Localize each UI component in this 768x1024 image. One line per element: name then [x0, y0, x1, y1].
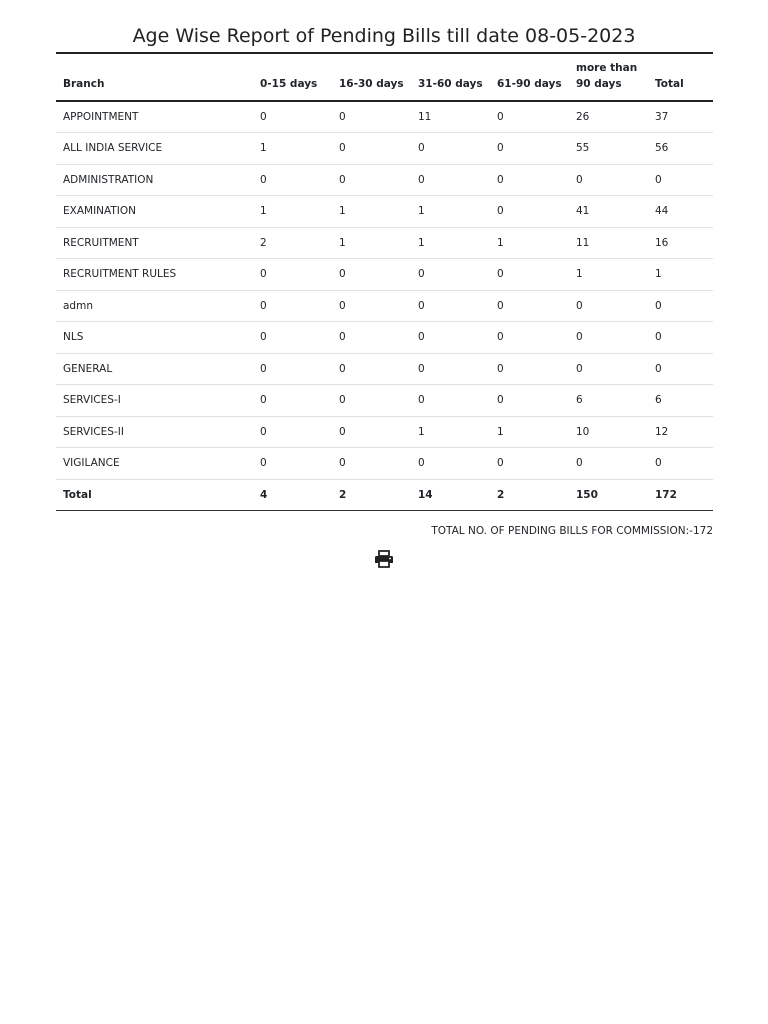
days-0-15-cell: 0: [253, 259, 332, 291]
days-0-15-cell: 0: [253, 101, 332, 133]
days-more-than-90-cell: 6: [569, 385, 648, 417]
total-cell: 1: [648, 259, 713, 291]
totals-days-16-30-cell: 2: [332, 479, 411, 511]
column-header-61-90-days: 61-90 days: [490, 53, 569, 101]
days-more-than-90-cell: 0: [569, 322, 648, 354]
days-0-15-cell: 0: [253, 290, 332, 322]
days-31-60-cell: 1: [411, 196, 490, 228]
table-header-row: [56, 53, 713, 101]
table-row: [56, 353, 713, 385]
days-16-30-cell: 0: [332, 101, 411, 133]
pending-bills-table: [56, 52, 713, 511]
totals-row: [56, 479, 713, 511]
table-row: [56, 448, 713, 480]
days-0-15-cell: 2: [253, 227, 332, 259]
branch-cell: ADMINISTRATION: [56, 164, 253, 196]
days-more-than-90-cell: 26: [569, 101, 648, 133]
total-cell: 44: [648, 196, 713, 228]
total-cell: 16: [648, 227, 713, 259]
days-16-30-cell: 0: [332, 259, 411, 291]
days-more-than-90-cell: 0: [569, 353, 648, 385]
branch-cell: GENERAL: [56, 353, 253, 385]
days-0-15-cell: 0: [253, 322, 332, 354]
column-header-more-than-90-line1: more than: [576, 62, 638, 74]
table-row: [56, 101, 713, 133]
days-31-60-cell: 0: [411, 322, 490, 354]
total-cell: 12: [648, 416, 713, 448]
days-0-15-cell: 0: [253, 416, 332, 448]
days-0-15-cell: 0: [253, 385, 332, 417]
totals-total-cell: 172: [648, 479, 713, 511]
days-more-than-90-cell: 0: [569, 290, 648, 322]
total-cell: 0: [648, 290, 713, 322]
days-61-90-cell: 0: [490, 322, 569, 354]
total-pending-summary: TOTAL NO. OF PENDING BILLS FOR COMMISSION:-172: [431, 525, 713, 537]
days-31-60-cell: 0: [411, 164, 490, 196]
days-31-60-cell: 1: [411, 416, 490, 448]
days-31-60-cell: 0: [411, 133, 490, 165]
days-61-90-cell: 0: [490, 101, 569, 133]
days-16-30-cell: 0: [332, 164, 411, 196]
table-row: [56, 133, 713, 165]
days-16-30-cell: 0: [332, 448, 411, 480]
branch-cell: admn: [56, 290, 253, 322]
table-row: [56, 322, 713, 354]
days-61-90-cell: 0: [490, 133, 569, 165]
total-cell: 0: [648, 164, 713, 196]
totals-days-more-than-90-cell: 150: [569, 479, 648, 511]
days-more-than-90-cell: 0: [569, 164, 648, 196]
days-0-15-cell: 0: [253, 448, 332, 480]
days-31-60-cell: 0: [411, 353, 490, 385]
total-cell: 6: [648, 385, 713, 417]
days-61-90-cell: 0: [490, 353, 569, 385]
total-cell: 0: [648, 353, 713, 385]
total-cell: 0: [648, 448, 713, 480]
branch-cell: ALL INDIA SERVICE: [56, 133, 253, 165]
table-body: [56, 101, 713, 511]
branch-cell: RECRUITMENT RULES: [56, 259, 253, 291]
days-61-90-cell: 0: [490, 385, 569, 417]
table-row: [56, 196, 713, 228]
table-row: [56, 164, 713, 196]
table-row: [56, 416, 713, 448]
print-button[interactable]: [374, 550, 394, 568]
days-more-than-90-cell: 1: [569, 259, 648, 291]
days-more-than-90-cell: 41: [569, 196, 648, 228]
days-31-60-cell: 0: [411, 448, 490, 480]
total-cell: 37: [648, 101, 713, 133]
column-header-16-30-days: 16-30 days: [332, 53, 411, 101]
days-31-60-cell: 11: [411, 101, 490, 133]
totals-days-0-15-cell: 4: [253, 479, 332, 511]
days-16-30-cell: 0: [332, 290, 411, 322]
days-16-30-cell: 1: [332, 196, 411, 228]
column-header-31-60-days: 31-60 days: [411, 53, 490, 101]
days-61-90-cell: 0: [490, 448, 569, 480]
column-header-0-15-days: 0-15 days: [253, 53, 332, 101]
days-16-30-cell: 0: [332, 133, 411, 165]
column-header-more-than-90-days: [569, 53, 648, 101]
days-16-30-cell: 0: [332, 385, 411, 417]
days-61-90-cell: 0: [490, 259, 569, 291]
days-0-15-cell: 1: [253, 196, 332, 228]
days-61-90-cell: 1: [490, 227, 569, 259]
total-cell: 0: [648, 322, 713, 354]
table-row: [56, 290, 713, 322]
days-31-60-cell: 0: [411, 385, 490, 417]
table-row: [56, 385, 713, 417]
page-title: Age Wise Report of Pending Bills till date 08-05-2023: [132, 25, 636, 47]
branch-cell: EXAMINATION: [56, 196, 253, 228]
days-more-than-90-cell: 55: [569, 133, 648, 165]
days-0-15-cell: 0: [253, 353, 332, 385]
total-cell: 56: [648, 133, 713, 165]
days-31-60-cell: 1: [411, 227, 490, 259]
totals-days-61-90-cell: 2: [490, 479, 569, 511]
days-61-90-cell: 0: [490, 196, 569, 228]
branch-cell: VIGILANCE: [56, 448, 253, 480]
days-more-than-90-cell: 11: [569, 227, 648, 259]
column-header-branch: Branch: [56, 53, 253, 101]
days-16-30-cell: 1: [332, 227, 411, 259]
days-16-30-cell: 0: [332, 353, 411, 385]
printer-icon[interactable]: [374, 550, 394, 568]
days-61-90-cell: 0: [490, 164, 569, 196]
days-more-than-90-cell: 10: [569, 416, 648, 448]
totals-label: Total: [56, 479, 253, 511]
branch-cell: NLS: [56, 322, 253, 354]
column-header-more-than-90-line2: 90 days: [576, 78, 622, 90]
branch-cell: APPOINTMENT: [56, 101, 253, 133]
branch-cell: RECRUITMENT: [56, 227, 253, 259]
days-more-than-90-cell: 0: [569, 448, 648, 480]
days-0-15-cell: 0: [253, 164, 332, 196]
days-31-60-cell: 0: [411, 259, 490, 291]
days-16-30-cell: 0: [332, 416, 411, 448]
days-31-60-cell: 0: [411, 290, 490, 322]
branch-cell: SERVICES-II: [56, 416, 253, 448]
days-0-15-cell: 1: [253, 133, 332, 165]
days-16-30-cell: 0: [332, 322, 411, 354]
days-61-90-cell: 0: [490, 290, 569, 322]
table-row: [56, 259, 713, 291]
totals-days-31-60-cell: 14: [411, 479, 490, 511]
days-61-90-cell: 1: [490, 416, 569, 448]
column-header-total: Total: [648, 53, 713, 101]
table-row: [56, 227, 713, 259]
branch-cell: SERVICES-I: [56, 385, 253, 417]
